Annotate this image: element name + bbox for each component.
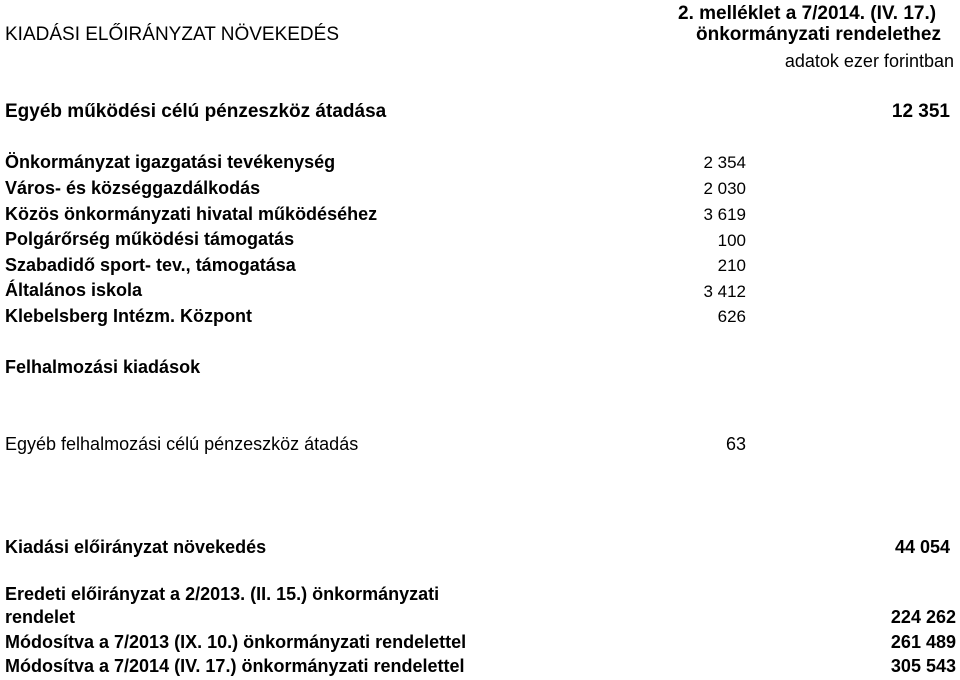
unit-note: adatok ezer forintban [784, 51, 954, 71]
operating-item-value: 2 354 [703, 153, 746, 172]
original-appropriation-label-line2: rendelet [5, 607, 76, 627]
main-item-value: 12 351 [891, 101, 950, 122]
operating-item-value: 2 030 [703, 179, 746, 198]
increase-value: 44 054 [894, 537, 950, 557]
original-appropriation-label-line1: Eredeti előirányzat a 2/2013. (II. 15.) önkormányzati [5, 584, 440, 604]
original-appropriation-value: 224 262 [890, 607, 956, 627]
operating-item-label: Klebelsberg Intézm. Központ [5, 306, 253, 326]
operating-item-label: Általános iskola [5, 280, 143, 300]
operating-item-value: 626 [717, 307, 746, 326]
modification-1-label: Módosítva a 7/2013 (IX. 10.) önkormányzati rendelettel [5, 632, 467, 652]
main-item-label: Egyéb működési célú pénzeszköz átadása [5, 101, 387, 122]
operating-item-label: Polgárőrség működési támogatás [5, 229, 295, 249]
annex-reference-line2: önkormányzati rendelethez [696, 24, 941, 45]
operating-item-label: Közös önkormányzati hivatal működéséhez [5, 204, 378, 224]
capital-section-heading: Felhalmozási kiadások [5, 357, 201, 377]
increase-label: Kiadási előirányzat növekedés [5, 537, 267, 557]
document-title: KIADÁSI ELŐIRÁNYZAT NÖVEKEDÉS [5, 24, 340, 45]
annex-reference-line1: 2. melléklet a 7/2014. (IV. 17.) [678, 3, 937, 24]
operating-item-value: 3 412 [703, 282, 746, 301]
modification-2-label: Módosítva a 7/2014 (IV. 17.) önkormányzati rendelettel [5, 656, 465, 676]
operating-item-value: 100 [717, 231, 746, 250]
operating-item-value: 210 [717, 256, 746, 275]
operating-item-value: 3 619 [703, 205, 746, 224]
capital-item-label: Egyéb felhalmozási célú pénzeszköz átadás [5, 434, 359, 454]
capital-item-value: 63 [725, 434, 746, 454]
operating-item-label: Város- és községgazdálkodás [5, 178, 261, 198]
operating-item-label: Önkormányzat igazgatási tevékenység [5, 152, 336, 172]
modification-1-value: 261 489 [890, 632, 956, 652]
modification-2-value: 305 543 [890, 656, 956, 676]
operating-item-label: Szabadidő sport- tev., támogatása [5, 255, 296, 275]
